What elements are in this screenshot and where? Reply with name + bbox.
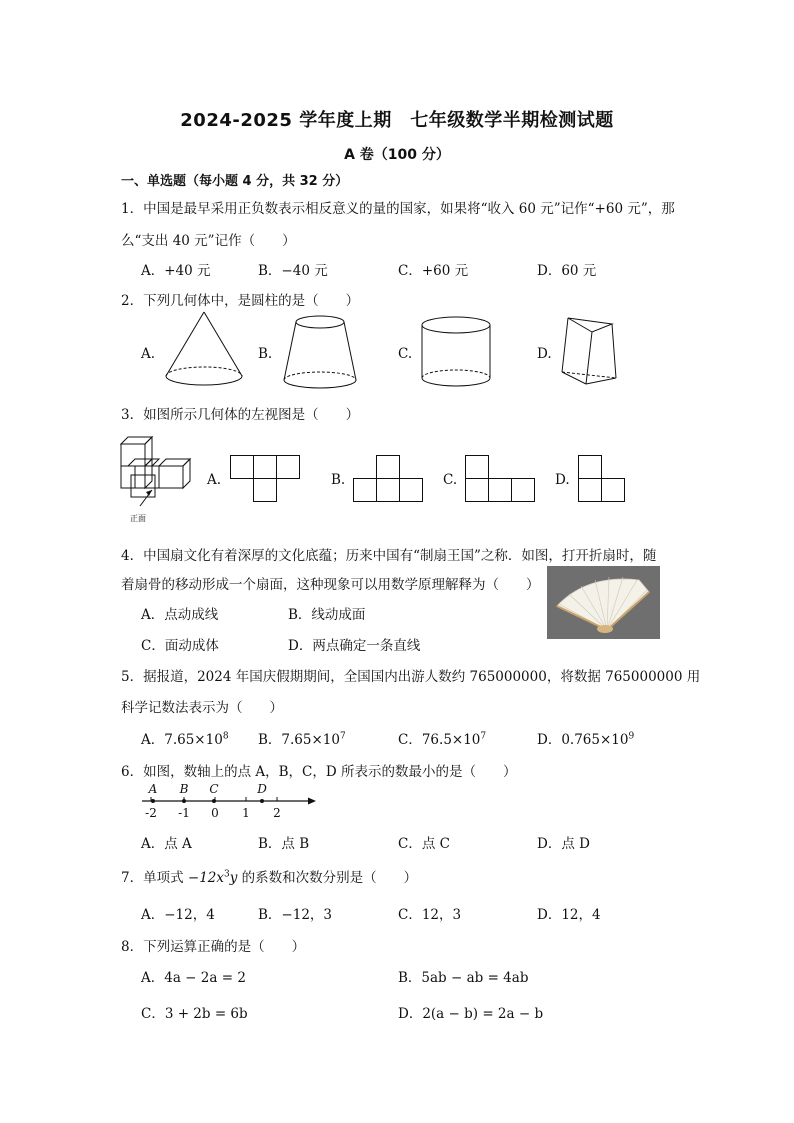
q1-text-line2: 么“支出 40 元”记作（ ） bbox=[121, 233, 296, 249]
q5-option-b-label: B． bbox=[258, 732, 282, 748]
q2-prism-figure bbox=[558, 314, 620, 394]
q6-option-a: A．点 A bbox=[141, 836, 192, 852]
q8-option-c: C．3 + 2b = 6b bbox=[141, 1006, 248, 1022]
q5-option-c bbox=[398, 728, 486, 748]
q5-option-d-exp: 9 bbox=[628, 731, 635, 742]
q5-option-d-label: D． bbox=[537, 732, 562, 748]
q3-label-d: D. bbox=[555, 472, 570, 488]
q5-text-line1: 5．据报道，2024 年国庆假期期间，全国国内出游人数约 765000000，将数据 765000000 用 bbox=[121, 669, 701, 685]
page-title: 2024-2025 学年度上期 七年级数学半期检测试题 bbox=[180, 110, 614, 131]
q5-option-a-exp: 8 bbox=[222, 731, 229, 742]
q5-option-b bbox=[258, 728, 346, 748]
section-heading: 一、单选题（每小题 4 分，共 32 分） bbox=[121, 174, 349, 189]
q1-text-line1: 1．中国是最早采用正负数表示相反意义的量的国家，如果将“收入 60 元”记作“+60 元”，那 bbox=[121, 201, 675, 217]
q2-cone-figure bbox=[160, 310, 250, 390]
page-subtitle: A 卷（100 分） bbox=[344, 147, 450, 163]
q2-frustum-figure bbox=[280, 314, 360, 392]
q2-cylinder-figure bbox=[418, 316, 494, 390]
q7-expr: −12x bbox=[187, 870, 224, 886]
q6-point-label-b: B bbox=[179, 782, 189, 796]
q3-view-c bbox=[465, 455, 537, 503]
q7-expr-exp: 3 bbox=[224, 869, 230, 880]
q3-front-label: 正面 bbox=[130, 514, 146, 523]
q2-label-c: C. bbox=[398, 346, 413, 362]
q5-option-a-label: A． bbox=[141, 732, 165, 748]
q6-option-d: D．点 D bbox=[537, 836, 590, 852]
q5-option-d-base: 0.765×10 bbox=[561, 732, 629, 748]
q3-view-a bbox=[230, 455, 302, 503]
q3-view-d bbox=[578, 455, 628, 503]
q6-tick-label: -1 bbox=[178, 806, 190, 820]
q4-option-b: B．线动成面 bbox=[288, 607, 366, 623]
q8-text: 8．下列运算正确的是（ ） bbox=[121, 939, 306, 955]
q6-tick-label: 0 bbox=[211, 806, 219, 820]
q8-option-d: D．2(a − b) = 2a − b bbox=[398, 1006, 544, 1022]
q7-text-before: 7．单项式 bbox=[121, 870, 188, 886]
q4-option-d: D．两点确定一条直线 bbox=[288, 638, 421, 654]
q5-option-c-exp: 7 bbox=[480, 731, 487, 742]
q7-text bbox=[121, 866, 417, 886]
q8-option-a: A．4a − 2a = 2 bbox=[141, 970, 246, 986]
q1-option-c: C．+60 元 bbox=[398, 263, 469, 279]
q3-view-b bbox=[353, 455, 425, 503]
q4-text-line2: 着扇骨的移动形成一个扇面，这种现象可以用数学原理解释为（ ） bbox=[121, 577, 540, 593]
q6-tick-label: 1 bbox=[242, 806, 250, 820]
q1-option-b: B．−40 元 bbox=[258, 263, 328, 279]
q4-folding-fan-image bbox=[547, 566, 660, 639]
q6-option-c: C．点 C bbox=[398, 836, 450, 852]
q5-option-a-base: 7.65×10 bbox=[164, 732, 223, 748]
q3-label-b: B. bbox=[331, 472, 346, 488]
q6-point-label-c: C bbox=[209, 782, 219, 796]
q3-text: 3．如图所示几何体的左视图是（ ） bbox=[121, 407, 360, 423]
q6-tick-label: -2 bbox=[145, 806, 157, 820]
q1-option-a: A．+40 元 bbox=[141, 263, 211, 279]
q5-option-c-base: 76.5×10 bbox=[421, 732, 481, 748]
q4-option-a: A．点动成线 bbox=[141, 607, 219, 623]
q7-text-after: 的系数和次数分别是（ ） bbox=[237, 870, 418, 886]
q2-text: 2．下列几何体中，是圆柱的是（ ） bbox=[121, 293, 360, 309]
q6-tick-label: 2 bbox=[273, 806, 281, 820]
q1-option-d: D．60 元 bbox=[537, 263, 597, 279]
q3-solid-figure bbox=[118, 434, 204, 520]
q4-text-line1: 4．中国扇文化有着深厚的文化底蕴；历来中国有“制扇王国”之称．如图，打开折扇时，随 bbox=[121, 548, 657, 564]
q3-label-a: A. bbox=[207, 472, 222, 488]
q2-label-a: A. bbox=[141, 346, 156, 362]
q6-point-label-a: A bbox=[148, 782, 158, 796]
q7-option-d: D．12，4 bbox=[537, 907, 601, 923]
q5-option-b-exp: 7 bbox=[339, 731, 346, 742]
q2-label-d: D. bbox=[537, 346, 552, 362]
q7-option-b: B．−12，3 bbox=[258, 907, 332, 923]
q5-text-line2: 科学记数法表示为（ ） bbox=[121, 700, 283, 716]
q5-option-b-base: 7.65×10 bbox=[281, 732, 340, 748]
q5-option-c-label: C． bbox=[398, 732, 422, 748]
q5-option-d bbox=[537, 728, 634, 748]
q6-option-b: B．点 B bbox=[258, 836, 310, 852]
q7-option-a: A．−12，4 bbox=[141, 907, 215, 923]
q2-label-b: B. bbox=[258, 346, 273, 362]
q5-option-a bbox=[141, 728, 229, 748]
q8-option-b: B．5ab − ab = 4ab bbox=[398, 970, 529, 986]
q4-option-c: C．面动成体 bbox=[141, 638, 219, 654]
q6-point-label-d: D bbox=[257, 782, 267, 796]
q7-expr-after: y bbox=[229, 870, 238, 886]
q3-label-c: C. bbox=[443, 472, 458, 488]
q6-text: 6．如图，数轴上的点 A，B，C，D 所表示的数最小的是（ ） bbox=[121, 764, 517, 780]
q6-number-line bbox=[140, 782, 320, 822]
q7-option-c: C．12，3 bbox=[398, 907, 462, 923]
